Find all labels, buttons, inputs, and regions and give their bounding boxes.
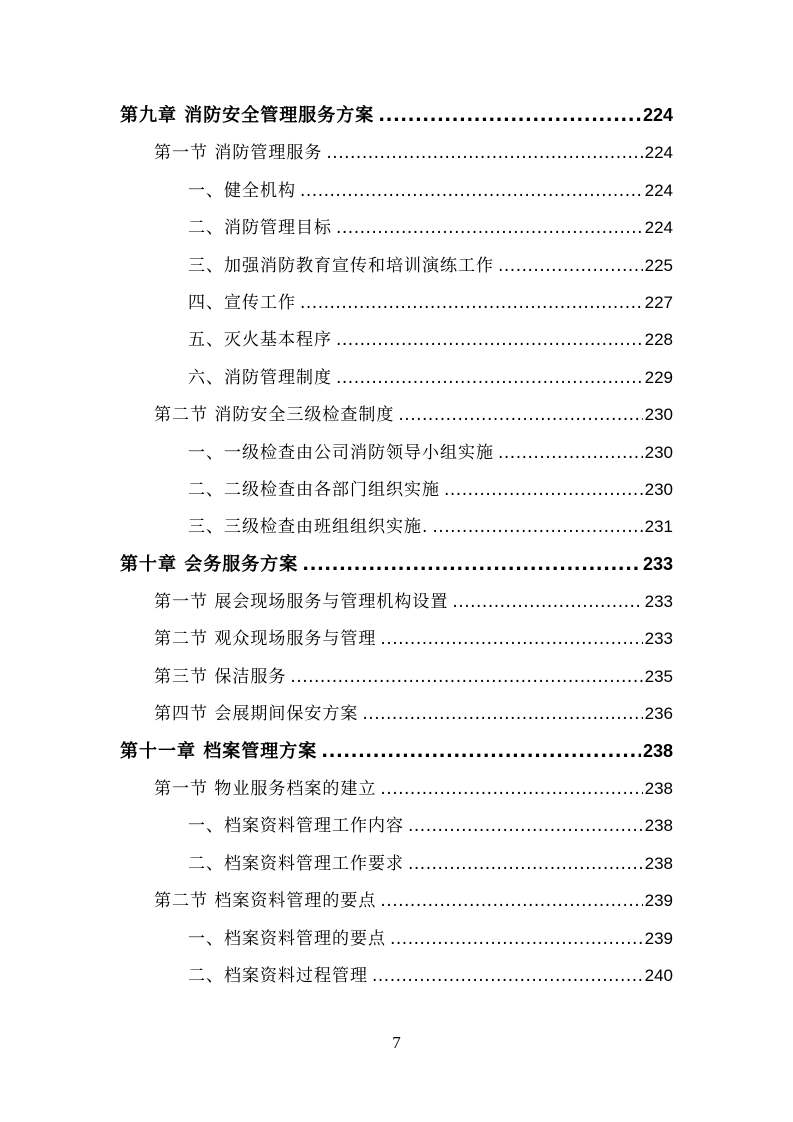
toc-entry[interactable] <box>120 176 673 213</box>
toc-dot-leader <box>336 218 643 238</box>
toc-entry-page: 239 <box>644 928 673 948</box>
toc-entry[interactable] <box>120 512 673 549</box>
toc-dot-leader <box>300 181 643 201</box>
toc-dot-leader <box>302 554 641 575</box>
toc-dot-leader <box>362 704 642 724</box>
toc-entry[interactable] <box>120 961 673 998</box>
toc-entry-page: 225 <box>644 255 673 275</box>
toc-dot-leader <box>336 368 643 388</box>
toc-entry-title: 一、一级检查由公司消防领导小组实施 <box>188 442 494 463</box>
toc-entry-title: 第一节 消防管理服务 <box>154 143 323 164</box>
toc-entry[interactable] <box>120 924 673 961</box>
toc-entry-page: 238 <box>644 816 673 836</box>
toc-entry-page: 239 <box>644 891 673 911</box>
toc-dot-leader <box>336 330 643 350</box>
toc-dot-leader <box>498 256 643 276</box>
toc-dot-leader <box>498 443 643 463</box>
toc-entry-page: 229 <box>644 367 673 387</box>
toc-dot-leader <box>408 854 643 874</box>
table-of-contents <box>120 101 673 998</box>
toc-entry[interactable] <box>120 886 673 923</box>
toc-dot-leader <box>290 667 642 687</box>
toc-dot-leader <box>380 629 642 649</box>
toc-entry-title: 第二节 档案资料管理的要点 <box>154 891 377 912</box>
toc-entry[interactable] <box>120 251 673 288</box>
toc-entry-page: 233 <box>642 553 673 574</box>
toc-entry[interactable] <box>120 213 673 250</box>
toc-entry-title: 第一节 物业服务档案的建立 <box>154 779 377 800</box>
toc-dot-leader <box>398 405 642 425</box>
toc-entry[interactable] <box>120 774 673 811</box>
toc-entry-title: 第二节 观众现场服务与管理 <box>154 629 377 650</box>
toc-entry-title: 三、三级检查由班组组织实施. <box>188 517 429 538</box>
toc-dot-leader <box>380 891 642 911</box>
toc-dot-leader <box>321 741 641 762</box>
toc-entry[interactable] <box>120 363 673 400</box>
toc-entry[interactable] <box>120 138 673 175</box>
toc-entry[interactable] <box>120 699 673 736</box>
toc-dot-leader <box>452 592 642 612</box>
toc-entry[interactable] <box>120 325 673 362</box>
toc-entry-page: 224 <box>644 218 673 238</box>
toc-entry-page: 230 <box>644 442 673 462</box>
toc-entry-title: 一、档案资料管理工作内容 <box>188 816 404 837</box>
toc-dot-leader <box>300 293 643 313</box>
toc-entry-title: 一、档案资料管理的要点 <box>188 928 386 949</box>
toc-entry[interactable] <box>120 101 673 138</box>
toc-dot-leader <box>390 929 643 949</box>
toc-entry-page: 233 <box>644 629 673 649</box>
toc-entry-title: 第十章 会务服务方案 <box>120 553 299 575</box>
toc-entry-page: 238 <box>642 740 673 761</box>
toc-dot-leader <box>408 816 643 836</box>
toc-entry-title: 六、消防管理制度 <box>188 367 332 388</box>
toc-entry[interactable] <box>120 811 673 848</box>
toc-entry-title: 第三节 保洁服务 <box>154 666 287 687</box>
toc-entry-page: 238 <box>644 779 673 799</box>
toc-entry-page: 231 <box>644 517 673 537</box>
toc-entry-page: 235 <box>644 666 673 686</box>
toc-entry-title: 第二节 消防安全三级检查制度 <box>154 405 395 426</box>
toc-entry-title: 二、二级检查由各部门组织实施 <box>188 479 440 500</box>
toc-entry-page: 227 <box>644 292 673 312</box>
toc-entry-title: 四、宣传工作 <box>188 292 296 313</box>
toc-entry-page: 240 <box>644 965 673 985</box>
toc-entry-title: 五、灭火基本程序 <box>188 330 332 351</box>
toc-dot-leader <box>380 779 642 799</box>
toc-entry-page: 224 <box>644 180 673 200</box>
toc-entry-title: 第四节 会展期间保安方案 <box>154 704 359 725</box>
toc-entry[interactable] <box>120 849 673 886</box>
toc-entry-page: 233 <box>644 592 673 612</box>
toc-entry-title: 第一节 展会现场服务与管理机构设置 <box>154 592 449 613</box>
toc-entry-title: 一、健全机构 <box>188 180 296 201</box>
toc-entry-page: 224 <box>644 143 673 163</box>
toc-entry[interactable] <box>120 475 673 512</box>
toc-entry[interactable] <box>120 438 673 475</box>
toc-entry[interactable] <box>120 737 673 774</box>
toc-entry[interactable] <box>120 288 673 325</box>
toc-entry-title: 第十一章 档案管理方案 <box>120 740 318 762</box>
toc-dot-leader <box>444 480 643 500</box>
toc-dot-leader <box>378 105 641 126</box>
toc-dot-leader <box>326 143 642 163</box>
toc-entry[interactable] <box>120 550 673 587</box>
page-number: 7 <box>392 1033 401 1052</box>
toc-entry-page: 230 <box>644 405 673 425</box>
toc-entry-page: 236 <box>644 704 673 724</box>
toc-entry-title: 二、档案资料管理工作要求 <box>188 853 404 874</box>
toc-entry-title: 三、加强消防教育宣传和培训演练工作 <box>188 255 494 276</box>
toc-entry-title: 第九章 消防安全管理服务方案 <box>120 105 375 126</box>
toc-entry[interactable] <box>120 400 673 437</box>
toc-entry-title: 二、档案资料过程管理 <box>188 965 368 986</box>
toc-entry-page: 238 <box>644 853 673 873</box>
toc-entry-page: 224 <box>642 105 673 125</box>
toc-entry[interactable] <box>120 662 673 699</box>
toc-entry-page: 228 <box>644 330 673 350</box>
toc-entry-title: 二、消防管理目标 <box>188 218 332 239</box>
toc-entry-page: 230 <box>644 479 673 499</box>
toc-entry[interactable] <box>120 587 673 624</box>
toc-entry[interactable] <box>120 624 673 661</box>
toc-dot-leader <box>432 517 642 537</box>
toc-dot-leader <box>372 966 643 986</box>
